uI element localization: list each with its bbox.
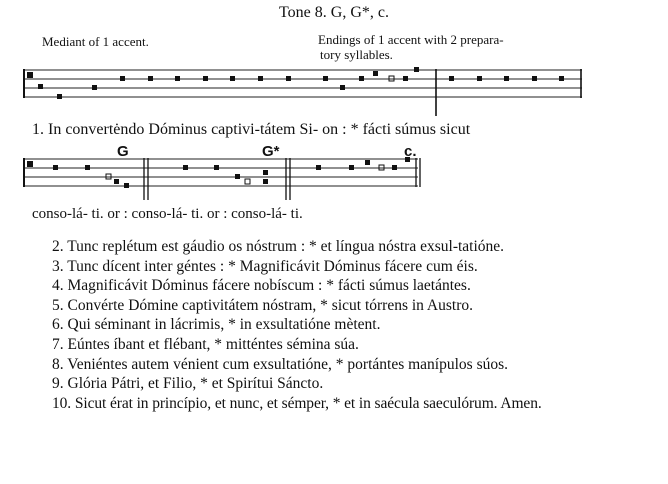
verse-6: 6. Qui séminant in lácrimis, * in exsultatióne mètent. [52,316,381,334]
verse-list [32,237,594,413]
ending-gstar-label: G* [262,143,280,160]
verse-5: 5. Convérte Dómine captivitátem nóstram, * sicut tórrens in Austro. [52,296,474,314]
verse-2: 2. Tunc replétum est gáudio os nóstrum : * et língua nóstra exsul-tatióne. [52,238,505,255]
endings-label-line1: Endings of 1 accent with 2 prepara- [318,32,504,47]
verse-4: 4. Magnificávit Dóminus fácere nobíscum : * fácti súmus laetántes. [52,277,471,295]
ending-c-label: c. [404,143,417,160]
ending-g-label: G [117,143,129,160]
cadence-line: conso-lá- ti. or : conso-lá- ti. or : conso-lá- ti. [32,206,303,222]
verse-7: 7. Eúntes íbant et flébant, * mitténtes sémina súa. [52,335,359,353]
verse-9: 9. Glória Pátri, et Filio, * et Spirítui Sáncto. [52,375,324,393]
mediant-label: Mediant of 1 accent. [42,34,149,49]
tone-title: Tone 8. G, G*, c. [279,4,389,21]
chant-staff-endings [0,0,668,210]
verse-1-text: 1. In convertėndo Dóminus captivi-tátem Si- on : * fácti súmus sicut [32,121,471,138]
verse-3: 3. Tunc dícent inter géntes : * Magnificávit Dóminus fácere cum éis. [52,257,478,275]
endings-label-line2: tory syllables. [320,47,393,62]
verse-8: 8. Veniéntes autem vénient cum exsultatióne, * portántes manípulos súos. [52,355,509,373]
verse-10: 10. Sicut érat in princípio, et nunc, et sémper, * et in saécula saeculórum. Amen. [52,394,542,412]
